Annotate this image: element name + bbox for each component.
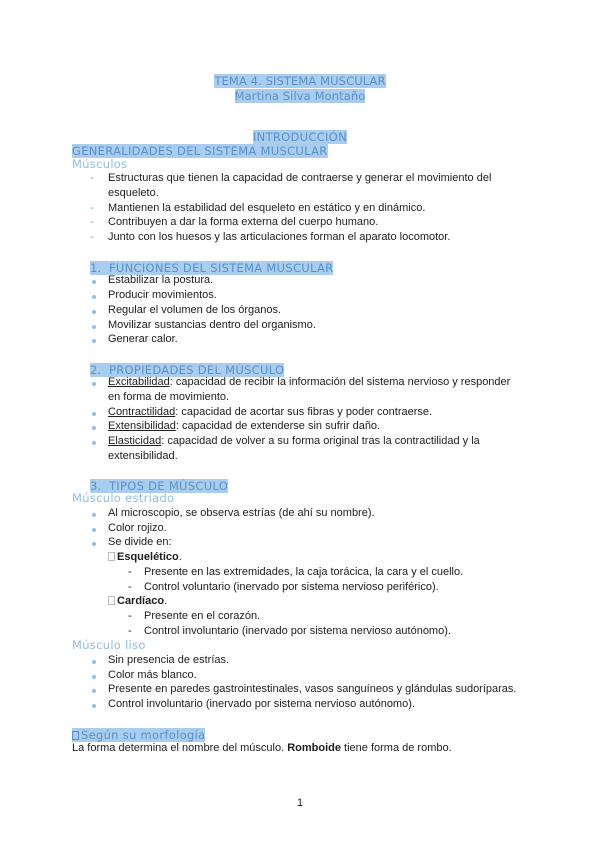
funciones-heading: FUNCIONES DEL SISTEMA MUSCULAR <box>101 261 333 275</box>
propiedades-heading: PROPIEDADES DEL MÚSCULO <box>101 363 284 377</box>
dash-bullet: - <box>128 581 132 593</box>
dash-bullet: - <box>90 172 94 184</box>
cardiaco-line <box>108 595 167 607</box>
liso-item-4: Control involuntario (inervado por sistema nervioso autónomo). <box>108 698 415 710</box>
cardiaco-item-2: Control involuntario (inervado por sistema nervioso autónomo). <box>144 625 451 637</box>
propiedad-desc: : capacidad de extenderse sin sufrir daño. <box>175 420 381 432</box>
cardiaco-label: Cardíaco <box>117 595 165 607</box>
funciones-item-2: Producir movimientos. <box>108 289 217 301</box>
bullet-icon <box>92 325 96 329</box>
propiedad-contractilidad <box>108 406 432 418</box>
bullet-icon <box>92 382 96 386</box>
dash-bullet: - <box>128 566 132 578</box>
propiedad-term: Elasticidad <box>108 435 162 447</box>
propiedad-elasticidad <box>108 435 480 447</box>
funciones-item-3: Regular el volumen de los órganos. <box>108 304 282 316</box>
esqueletico-punct: . <box>178 551 182 563</box>
morfologia-text-after: tiene forma de rombo. <box>341 742 452 754</box>
bullet-icon <box>92 426 96 430</box>
funciones-item-5: Generar calor. <box>108 333 178 345</box>
cardiaco-punct: . <box>164 595 168 607</box>
funciones-number: 1. <box>90 261 101 275</box>
checkbox-placeholder-icon <box>108 596 115 605</box>
doc-author-line <box>0 87 600 105</box>
esqueletico-item-2: Control voluntario (inervado por sistema nervioso periférico). <box>144 581 439 593</box>
propiedad-desc: : capacidad de recibir la información del sistema nervioso y responder <box>169 376 511 388</box>
bullet-icon <box>92 310 96 314</box>
propiedad-extensibilidad <box>108 420 380 432</box>
bullet-icon <box>92 689 96 693</box>
bullet-icon <box>92 542 96 546</box>
esqueletico-line <box>108 551 182 563</box>
morfologia-heading-wrap <box>72 728 205 742</box>
intro-item-4: Junto con los huesos y las articulaciones forman el aparato locomotor. <box>108 231 451 243</box>
bullet-icon <box>92 528 96 532</box>
bullet-icon <box>92 675 96 679</box>
esqueletico-label: Esquelético <box>117 551 179 563</box>
dash-bullet: - <box>90 202 94 214</box>
intro-item-1: Estructuras que tienen la capacidad de contraerse y generar el movimiento del <box>108 172 492 184</box>
intro-item-3: Contribuyen a dar la forma externa del cuerpo humano. <box>108 216 379 228</box>
funciones-item-4: Movilizar sustancias dentro del organismo. <box>108 319 316 331</box>
general-heading: GENERALIDADES DEL SISTEMA MUSCULAR <box>72 144 328 158</box>
esqueletico-item-1: Presente en las extremidades, la caja torácica, la cara y el cuello. <box>144 566 464 578</box>
dash-bullet: - <box>90 231 94 243</box>
doc-author: Martina Silva Montaño <box>234 89 366 103</box>
morfologia-text-before: La forma determina el nombre del músculo. <box>72 742 288 754</box>
bullet-icon <box>92 280 96 284</box>
dash-bullet: - <box>90 216 94 228</box>
propiedades-number: 2. <box>90 363 101 377</box>
liso-item-1: Sin presencia de estrías. <box>108 654 230 666</box>
bullet-icon <box>92 704 96 708</box>
estriado-heading: Músculo estriado <box>72 491 175 505</box>
morfologia-text <box>72 742 452 754</box>
propiedad-excitabilidad-cont: en forma de movimiento. <box>108 391 230 403</box>
estriado-item-1: Al microscopio, se observa estrías (de ahí su nombre). <box>108 507 375 519</box>
bullet-icon <box>92 441 96 445</box>
bullet-icon <box>92 412 96 416</box>
intro-item-1-cont: esqueleto. <box>108 187 159 199</box>
liso-item-2: Color más blanco. <box>108 669 197 681</box>
propiedad-desc: : capacidad de acortar sus fibras y poder contraerse. <box>175 406 433 418</box>
propiedad-term: Extensibilidad <box>108 420 176 432</box>
cardiaco-item-1: Presente en el corazón. <box>144 610 261 622</box>
funciones-item-1: Estabilizar la postura. <box>108 274 214 286</box>
doc-title: TEMA 4. SISTEMA MUSCULAR <box>214 74 386 88</box>
estriado-item-2: Color rojizo. <box>108 522 167 534</box>
bullet-icon <box>92 295 96 299</box>
musculos-heading: Músculos <box>72 157 128 171</box>
liso-heading: Músculo liso <box>72 638 146 652</box>
page-number: 1 <box>296 797 304 809</box>
morfologia-bold: Romboide <box>287 742 341 754</box>
morfologia-heading: Según su morfología <box>81 728 206 742</box>
propiedad-term: Excitabilidad <box>108 376 170 388</box>
intro-heading: INTRODUCCIÓN <box>252 130 348 144</box>
tipos-number: 3. <box>90 479 101 493</box>
propiedad-term: Contractilidad <box>108 406 176 418</box>
propiedad-elasticidad-cont: extensibilidad. <box>108 450 178 462</box>
bullet-icon <box>92 660 96 664</box>
bullet-icon <box>92 339 96 343</box>
liso-item-3: Presente en paredes gastrointestinales, vasos sanguíneos y glándulas sudoríparas. <box>108 683 517 695</box>
propiedad-excitabilidad <box>108 376 510 388</box>
dash-bullet: - <box>128 625 132 637</box>
intro-item-2: Mantienen la estabilidad del esqueleto en estático y en dinámico. <box>108 202 426 214</box>
tipos-heading: TIPOS DE MÚSCULO <box>101 479 228 493</box>
dash-bullet: - <box>128 610 132 622</box>
propiedad-desc: : capacidad de volver a su forma original tras la contractilidad y la <box>161 435 480 447</box>
estriado-item-3: Se divide en: <box>108 536 172 548</box>
checkbox-placeholder-icon <box>72 731 79 740</box>
checkbox-placeholder-icon <box>108 552 115 561</box>
bullet-icon <box>92 513 96 517</box>
